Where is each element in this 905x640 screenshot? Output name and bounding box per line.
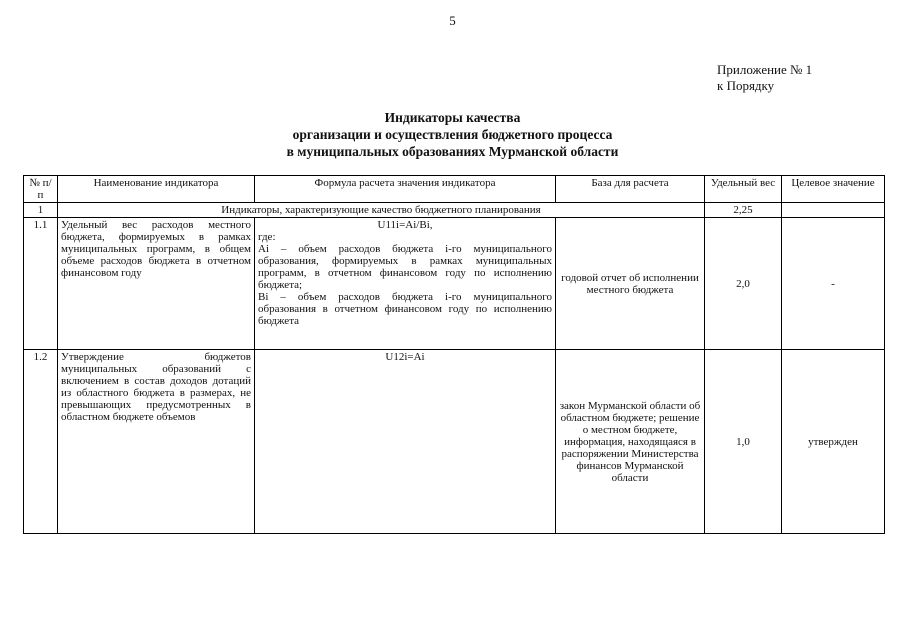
indicator-name: Утверждение бюджетов муниципальных образований с включением в состав доходов дотаций из областного бюджета в размерах, не превышающих предусмотренных в областном бюджете объемов — [58, 350, 255, 534]
section-num: 1 — [24, 203, 58, 218]
appendix-line-1: Приложение № 1 — [717, 62, 813, 77]
formula-cell — [255, 218, 556, 350]
target-value: утвержден — [782, 350, 885, 534]
section-row — [24, 203, 885, 218]
table-header-row — [24, 176, 885, 203]
section-title: Индикаторы, характеризующие качество бюджетного планирования — [58, 203, 705, 218]
row-num: 1.2 — [24, 350, 58, 534]
indicator-weight: 2,0 — [705, 218, 782, 350]
document-title — [0, 109, 905, 160]
table-row — [24, 350, 885, 534]
section-target — [782, 203, 885, 218]
header-base: База для расчета — [556, 176, 705, 203]
target-value: - — [782, 218, 885, 350]
header-num: № п/п — [24, 176, 58, 203]
formula-b-definition: Bi – объем расходов бюджета i-го муниципального образования в отчетном финансовом году по исполнению бюджета — [258, 291, 552, 327]
title-line-3: в муниципальных образованиях Мурманской области — [286, 144, 619, 159]
formula-where: где: — [258, 231, 276, 243]
header-name: Наименование индикатора — [58, 176, 255, 203]
table-row — [24, 218, 885, 350]
header-target: Целевое значение — [782, 176, 885, 203]
header-formula: Формула расчета значения индикатора — [255, 176, 556, 203]
row-num: 1.1 — [24, 218, 58, 350]
formula-expression: U11i=Ai/Bi, — [377, 219, 433, 231]
indicator-weight: 1,0 — [705, 350, 782, 534]
appendix-line-2: к Порядку — [717, 78, 775, 93]
page-number: 5 — [449, 13, 456, 28]
header-weight: Удельный вес — [705, 176, 782, 203]
title-line-2: организации и осуществления бюджетного процесса — [292, 127, 613, 142]
calculation-base: годовой отчет об исполнении местного бюджета — [556, 218, 705, 350]
appendix-note — [717, 62, 812, 94]
formula-a-definition: Ai – объем расходов бюджета i-го муниципального образования, формируемых в рамках муниципальных программ, в отчетном финансовом году по исполнению бюджета; — [258, 243, 552, 291]
title-line-1: Индикаторы качества — [384, 110, 521, 125]
formula-expression: U12i=Ai — [385, 351, 425, 363]
formula-cell — [255, 350, 556, 534]
section-weight: 2,25 — [705, 203, 782, 218]
calculation-base: закон Мурманской области об областном бюджете; решение о местном бюджете, информация, находящаяся в распоряжении Министерства финансов Мурманской области — [556, 350, 705, 534]
indicator-name: Удельный вес расходов местного бюджета, формируемых в рамках муниципальных программ, в общем объеме расходов бюджета в отчетном финансовом году — [58, 218, 255, 350]
indicators-table — [23, 175, 885, 534]
